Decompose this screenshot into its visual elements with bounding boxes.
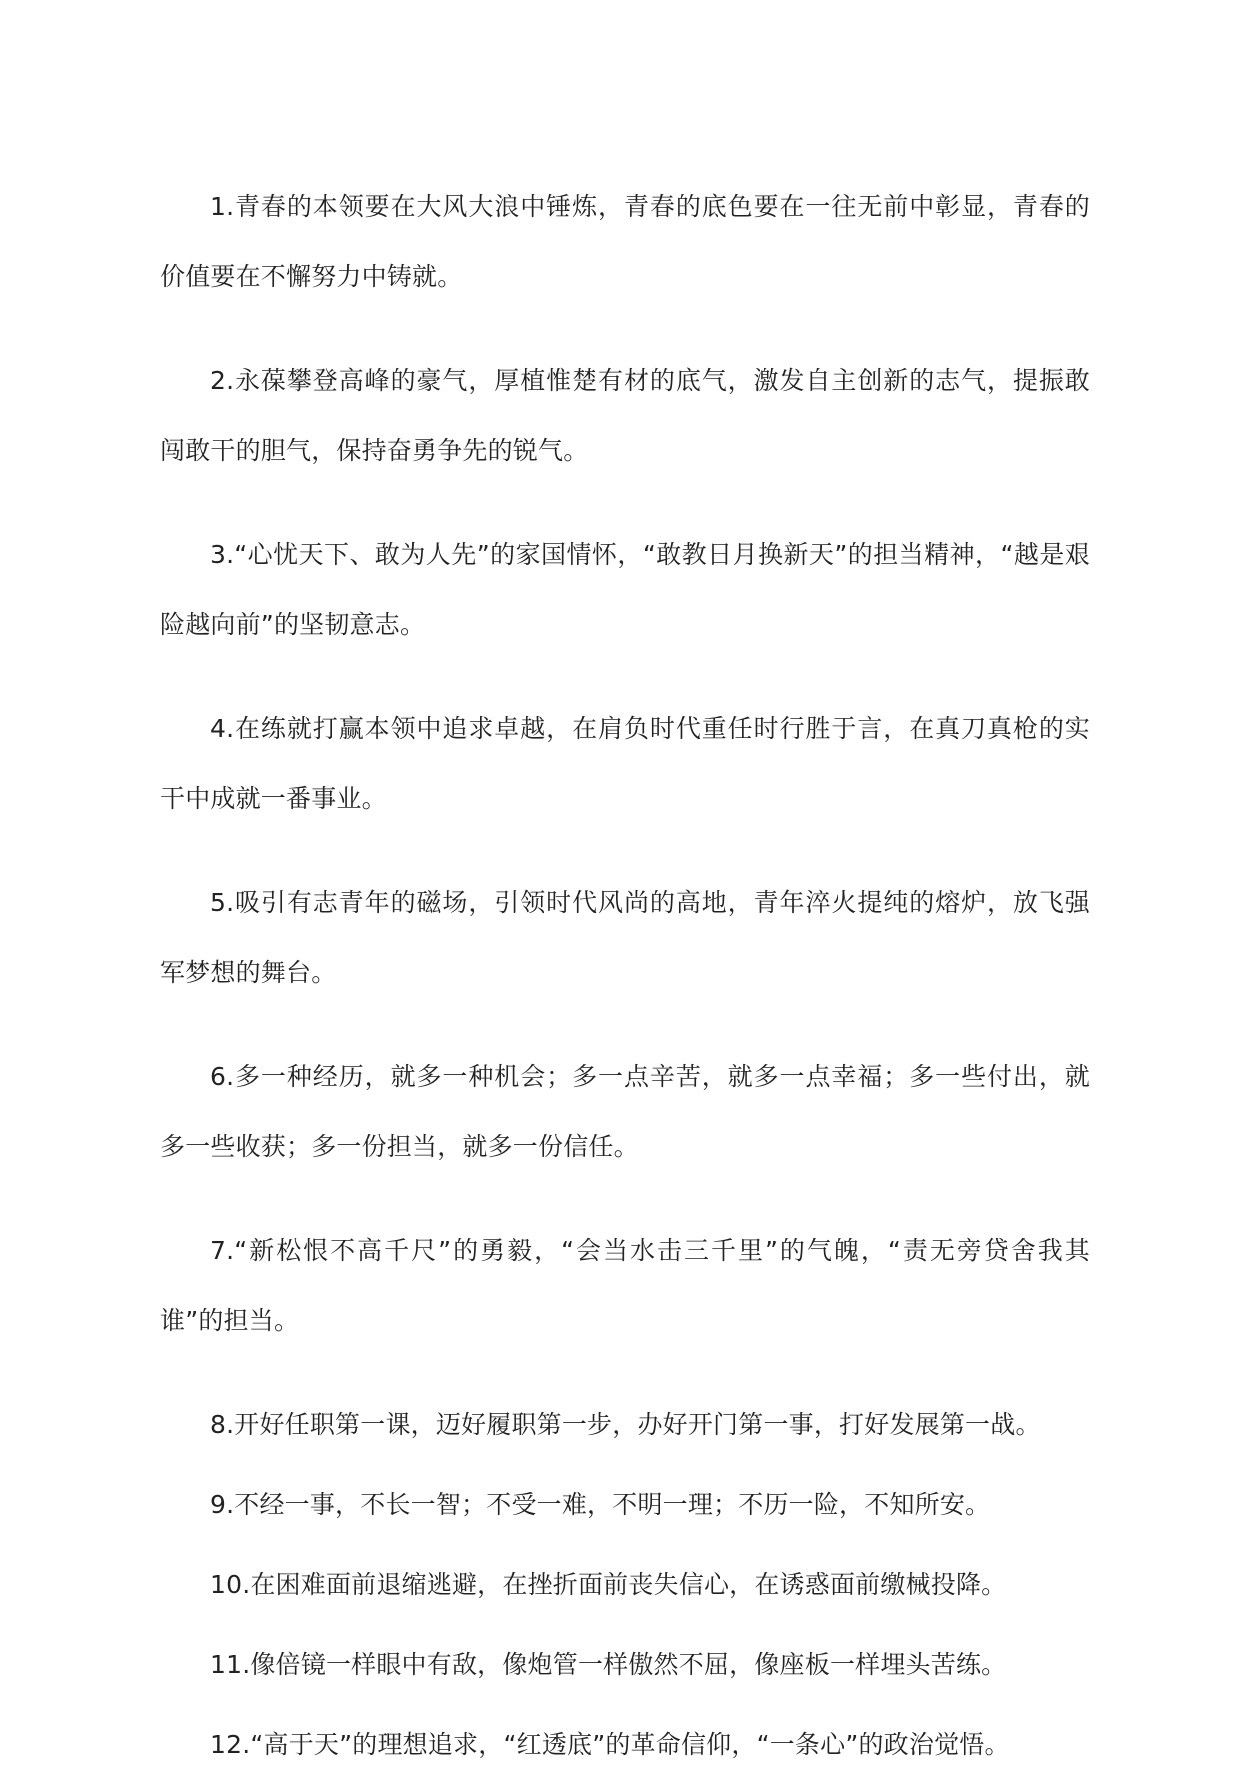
paragraph-9: 9.不经一事，不长一智；不受一难，不明一理；不历一险，不知所安。 (210, 1490, 991, 1519)
paragraph-4: 4.在练就打赢本领中追求卓越，在肩负时代重任时行胜于言，在真刀真枪的实干中成就一番事业。 (160, 714, 1090, 813)
paragraph-1: 1.青春的本领要在大风大浪中锤炼，青春的底色要在一往无前中彰显，青春的价值要在不懈努力中铸就。 (160, 192, 1090, 291)
paragraph-8: 8.开好任职第一课，迈好履职第一步，办好开门第一事，打好发展第一战。 (210, 1410, 1041, 1439)
document-body (160, 172, 1090, 1790)
paragraph-6: 6.多一种经历，就多一种机会；多一点辛苦，就多一点幸福；多一些付出，就多一些收获；多一份担当，就多一份信任。 (160, 1062, 1090, 1161)
paragraph-2: 2.永葆攀登高峰的豪气，厚植惟楚有材的底气，激发自主创新的志气，提振敢闯敢干的胆气，保持奋勇争先的锐气。 (160, 366, 1090, 465)
paragraph-10: 10.在困难面前退缩逃避，在挫折面前丧失信心，在诱惑面前缴械投降。 (210, 1570, 1007, 1599)
paragraph-7: 7.“新松恨不高千尺”的勇毅，“会当水击三千里”的气魄，“责无旁贷舍我其谁”的担当。 (160, 1236, 1090, 1335)
paragraph-11: 11.像倍镜一样眼中有敌，像炮管一样傲然不屈，像座板一样埋头苦练。 (210, 1650, 1007, 1679)
paragraph-12: 12.“高于天”的理想追求，“红透底”的革命信仰，“一条心”的政治觉悟。 (210, 1730, 1010, 1759)
paragraph-3: 3.“心忧天下、敢为人先”的家国情怀，“敢教日月换新天”的担当精神，“越是艰险越向前”的坚韧意志。 (160, 540, 1090, 639)
paragraph-5: 5.吸引有志青年的磁场，引领时代风尚的高地，青年淬火提纯的熔炉，放飞强军梦想的舞台。 (160, 888, 1090, 987)
